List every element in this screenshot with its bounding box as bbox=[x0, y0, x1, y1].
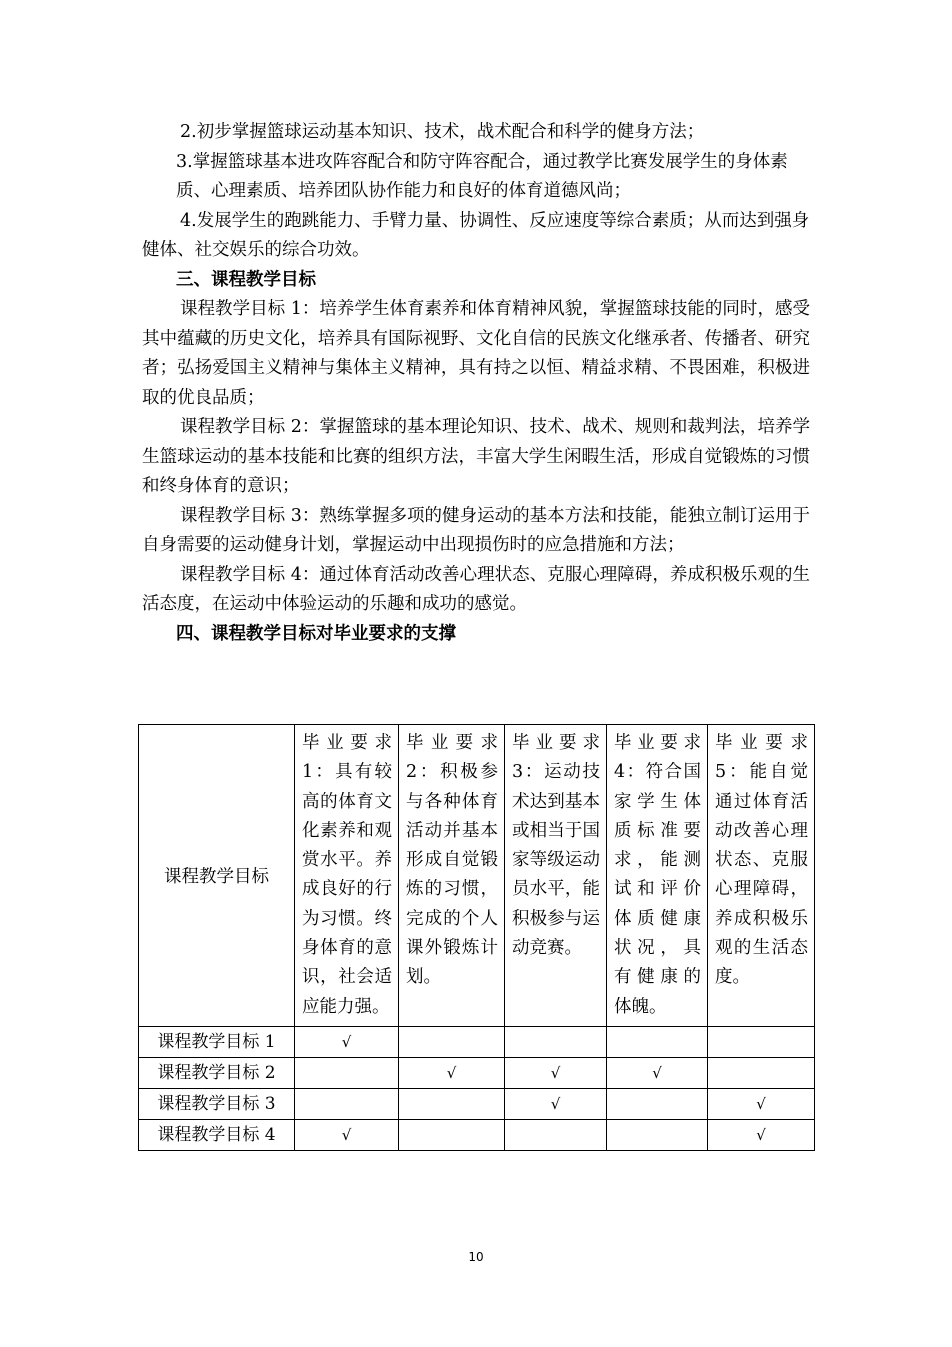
check-mark bbox=[399, 1119, 505, 1150]
table-row bbox=[139, 1057, 815, 1088]
check-mark bbox=[505, 1119, 607, 1150]
check-mark: √ bbox=[708, 1088, 815, 1119]
table-header-row bbox=[139, 725, 815, 1027]
check-mark bbox=[607, 1026, 708, 1057]
check-mark bbox=[607, 1088, 708, 1119]
goal-paragraph: 课程教学目标 1：培养学生体育素养和体育精神风貌，掌握篮球技能的同时，感受其中蕴藏的历史文化，培养具有国际视野、文化自信的民族文化继承者、传播者、研究者；弘扬爱国主义精神与集体主义精神，具有持之以恒、精益求精、不畏困难，积极进取的优良品质； bbox=[142, 299, 810, 408]
section-heading: 三、课程教学目标 bbox=[176, 269, 316, 290]
check-mark bbox=[295, 1088, 399, 1119]
list-item: 2.初步掌握篮球运动基本知识、技术，战术配合和科学的健身方法； bbox=[180, 122, 705, 142]
check-mark: √ bbox=[607, 1057, 708, 1088]
list-item: 3.掌握篮球基本进攻阵容配合和防守阵容配合，通过教学比赛发展学生的身体素质、心理素质、培养团队协作能力和良好的体育道德风尚； bbox=[176, 151, 788, 201]
table-row bbox=[139, 1026, 815, 1057]
requirement-cell: 毕业要求 5：能自觉通过体育活动改善心理状态、克服心理障碍，养成积极乐观的生活态度。 bbox=[708, 725, 815, 1027]
row-label: 课程教学目标 2 bbox=[139, 1057, 295, 1088]
check-mark bbox=[295, 1057, 399, 1088]
goal-paragraph: 课程教学目标 2：掌握篮球的基本理论知识、技术、战术、规则和裁判法，培养学生篮球运动的基本技能和比赛的组织方法，丰富大学生闲暇生活，形成自觉锻炼的习惯和终身体育的意识； bbox=[142, 417, 810, 496]
row-label: 课程教学目标 4 bbox=[139, 1119, 295, 1150]
check-mark bbox=[399, 1088, 505, 1119]
check-mark: √ bbox=[505, 1088, 607, 1119]
table-row bbox=[139, 1119, 815, 1150]
check-mark bbox=[505, 1026, 607, 1057]
table-row bbox=[139, 1088, 815, 1119]
row-label: 课程教学目标 3 bbox=[139, 1088, 295, 1119]
goal-paragraph: 课程教学目标 3：熟练掌握多项的健身运动的基本方法和技能，能独立制订运用于自身需要的运动健身计划，掌握运动中出现损伤时的应急措施和方法； bbox=[142, 505, 810, 555]
check-mark: √ bbox=[295, 1026, 399, 1057]
check-mark: √ bbox=[708, 1119, 815, 1150]
requirement-cell: 毕业要求 4：符合国家学生体质标准要求，能测试和评价体质健康状况，具有健康的体魄。 bbox=[607, 725, 708, 1027]
support-matrix-table bbox=[138, 724, 815, 1151]
table-corner-label: 课程教学目标 bbox=[139, 725, 295, 1027]
section-heading: 四、课程教学目标对毕业要求的支撑 bbox=[176, 623, 456, 644]
check-mark bbox=[399, 1026, 505, 1057]
check-mark: √ bbox=[505, 1057, 607, 1088]
check-mark bbox=[708, 1026, 815, 1057]
requirement-cell: 毕业要求 3：运动技术达到基本或相当于国家等级运动员水平，能积极参与运动竞赛。 bbox=[505, 725, 607, 1027]
goal-paragraph: 课程教学目标 4：通过体育活动改善心理状态、克服心理障碍，养成积极乐观的生活态度，在运动中体验运动的乐趣和成功的感觉。 bbox=[142, 564, 810, 614]
check-mark: √ bbox=[295, 1119, 399, 1150]
requirement-cell: 毕业要求 1：具有较高的体育文化素养和观赏水平。养成良好的行为习惯。终身体育的意识，社会适应能力强。 bbox=[295, 725, 399, 1027]
page-number: 10 bbox=[468, 1250, 484, 1264]
check-mark bbox=[708, 1057, 815, 1088]
row-label: 课程教学目标 1 bbox=[139, 1026, 295, 1057]
check-mark bbox=[607, 1119, 708, 1150]
requirement-cell: 毕业要求 2：积极参与各种体育活动并基本形成自觉锻炼的习惯，完成的个人课外锻炼计划。 bbox=[399, 725, 505, 1027]
check-mark: √ bbox=[399, 1057, 505, 1088]
page-content bbox=[142, 118, 810, 648]
list-item: 4.发展学生的跑跳能力、手臂力量、协调性、反应速度等综合素质；从而达到强身健体、社交娱乐的综合功效。 bbox=[142, 210, 810, 260]
